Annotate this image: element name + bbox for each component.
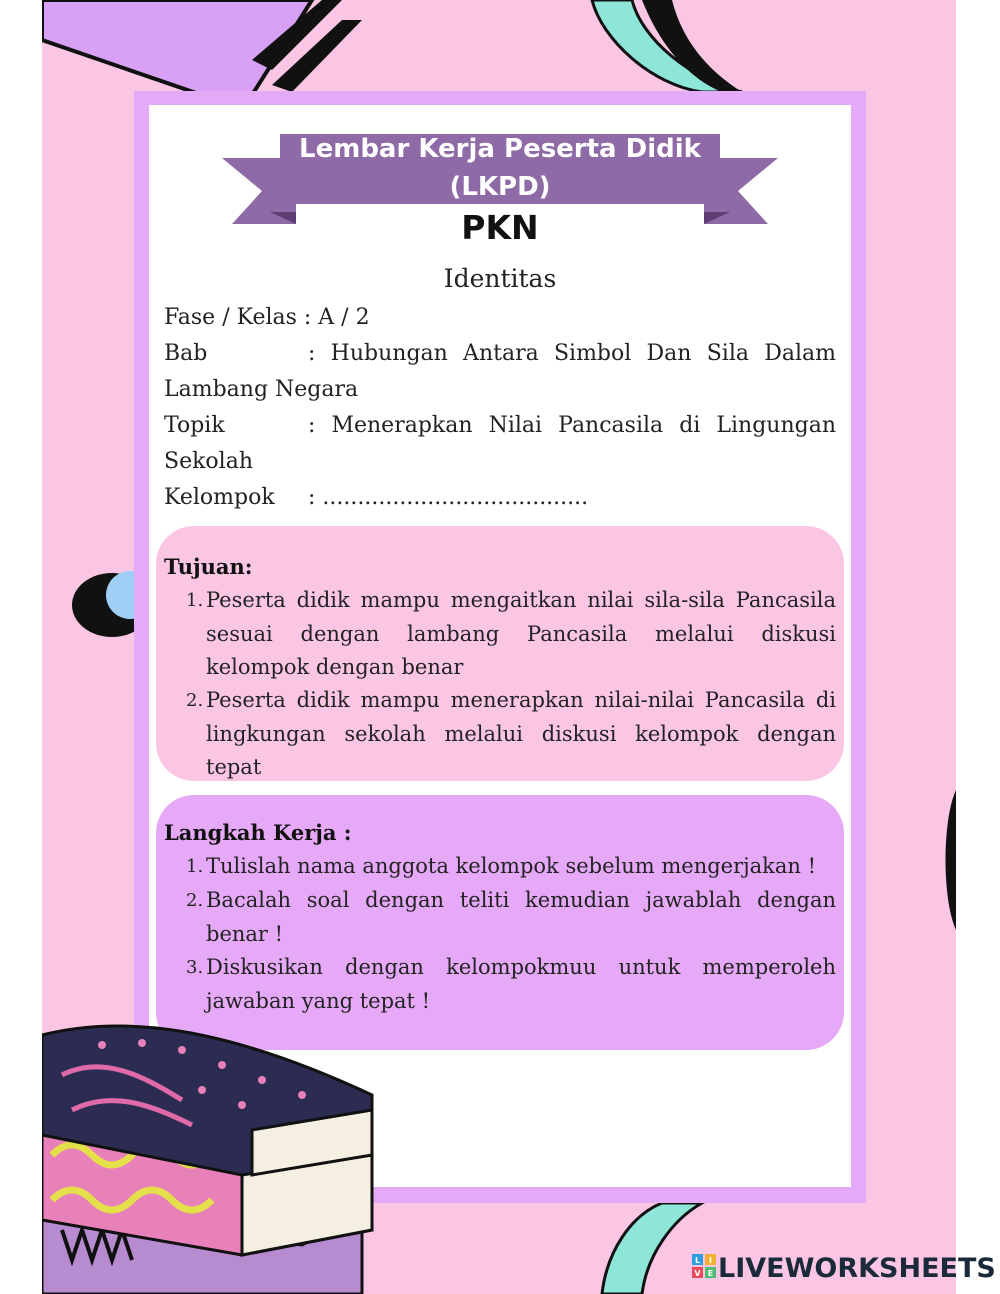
brand-watermark (692, 1253, 996, 1285)
topik-row (164, 408, 836, 480)
item-line: Peserta didik mampu menerapkan nilai-nilai Pancasila di (206, 688, 836, 712)
topik-value: : Menerapkan Nilai Pancasila di Lingungan (308, 413, 836, 438)
item-line: jawaban yang tepat ! (206, 988, 431, 1013)
bab-value-cont: Lambang Negara (164, 377, 359, 402)
item-number: 3. (186, 957, 204, 978)
right-arc (946, 790, 957, 930)
langkah-item-3 (164, 951, 836, 1018)
langkah-item-2 (164, 884, 836, 951)
books-illustration (42, 1015, 382, 1294)
tujuan-item-1 (164, 584, 836, 685)
bab-label: Bab (164, 341, 208, 366)
tujuan-item-2 (164, 684, 836, 785)
item-number: 1. (186, 856, 204, 877)
ribbon-line-2: (LKPD) (449, 172, 551, 202)
logo-letter: E (707, 1269, 714, 1278)
teal-arc-bottom (602, 1203, 702, 1294)
kelompok-label: Kelompok (164, 485, 275, 510)
item-number: 2. (186, 890, 204, 911)
item-line: Peserta didik mampu mengaitkan nilai sila-sila Pancasila (206, 588, 836, 612)
bab-value: : Hubungan Antara Simbol Dan Sila Dalam (308, 341, 836, 366)
item-line: Tulislah nama anggota kelompok sebelum mengerjakan ! (206, 854, 817, 878)
item-line: Diskusikan dengan kelompokmuu untuk memperoleh (206, 955, 836, 979)
logo-letter: I (709, 1256, 712, 1265)
item-line: lingkungan sekolah melalui diskusi kelompok dengan (206, 721, 836, 746)
logo-letter: L (694, 1256, 701, 1265)
section-title: Identitas (443, 264, 557, 293)
item-line: kelompok dengan benar (206, 655, 464, 679)
topik-value-cont: Sekolah (164, 449, 253, 474)
item-line: Bacalah soal dengan teliti kemudian jawablah dengan (206, 888, 836, 912)
liveworksheets-logo-icon (692, 1254, 716, 1285)
item-number: 2. (186, 690, 204, 711)
subject-title: PKN (461, 208, 539, 247)
ribbon-line-1: Lembar Kerja Peserta Didik (299, 134, 701, 164)
item-number: 1. (186, 590, 204, 611)
langkah-item-1 (164, 850, 836, 884)
ribbon-title (280, 130, 720, 206)
logo-letter: V (694, 1269, 701, 1278)
item-line: tepat (206, 755, 262, 779)
langkah-title: Langkah Kerja : (164, 820, 352, 845)
topik-label: Topik (164, 413, 225, 438)
tujuan-title: Tujuan: (164, 554, 253, 579)
kelompok-row (164, 480, 836, 516)
bab-row (164, 336, 836, 408)
item-line: sesuai dengan lambang Pancasila melalui diskusi (206, 621, 836, 646)
brand-name: LIVEWORKSHEETS (718, 1253, 996, 1284)
item-line: benar ! (206, 921, 284, 946)
kelompok-input[interactable]: : ...................................... (308, 485, 589, 510)
fase-row: Fase / Kelas : A / 2 (164, 305, 370, 330)
